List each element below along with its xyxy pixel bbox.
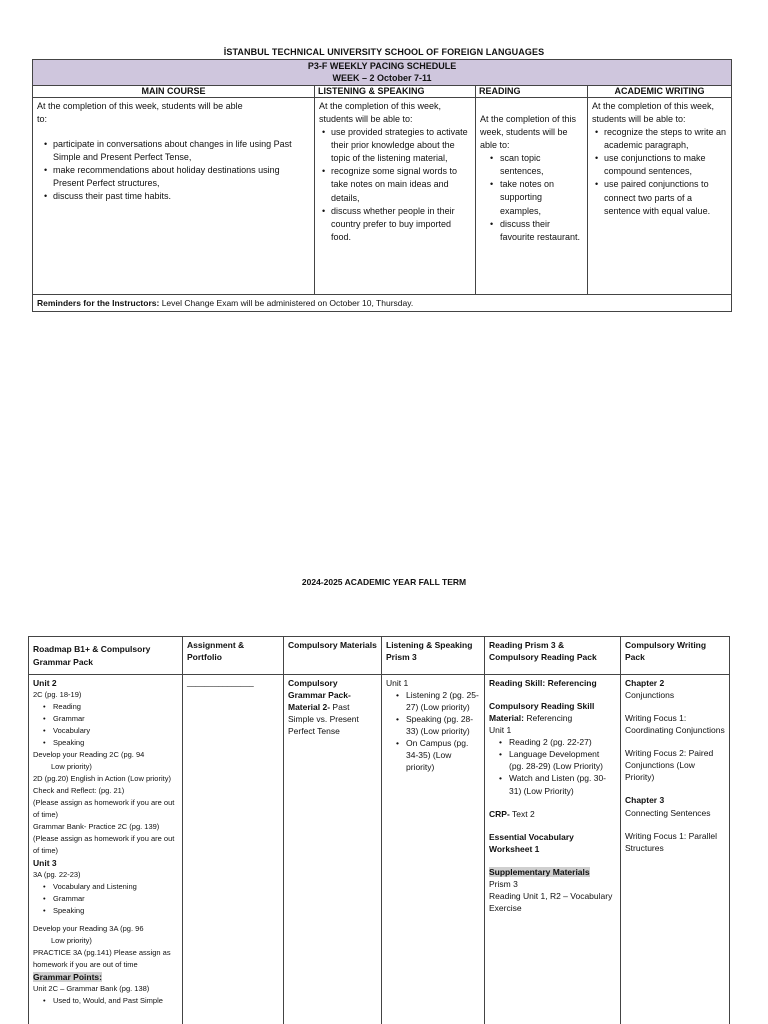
col-header-assignment: Assignment & Portfolio <box>183 637 284 675</box>
roadmap-line: Check and Reflect: (pg. 21) <box>33 786 125 796</box>
col-header-writing: Compulsory Writing Pack <box>621 637 730 675</box>
roadmap-line: Low priority) <box>51 762 92 772</box>
listening-speaking-cell <box>382 675 485 1024</box>
objective-item: • discuss whether people in their country prefer to buy imported food. <box>319 205 471 244</box>
writing-intro: At the completion of this week, students will be able to: <box>592 101 715 125</box>
list-item: • Language Development (pg. 28-29) (Low Priority) <box>489 748 616 772</box>
week-title: WEEK – 2 October 7-11 <box>332 72 432 83</box>
grammar-points-heading: Grammar Points: <box>33 972 102 983</box>
writing-cell-2 <box>621 675 730 1024</box>
writing-focus: Writing Focus 1: Parallel Structures <box>625 830 717 853</box>
roadmap-line: Low priority) <box>51 936 92 946</box>
objective-item: • participate in conversations about changes in life using Past Simple and Present Perfect Tense, <box>41 138 310 164</box>
objective-item: • recognize some signal words to take notes on main ideas and details, <box>319 165 471 204</box>
objective-item: • use provided strategies to activate their prior knowledge about the topic of the listening material, <box>319 126 471 165</box>
chapter-heading: Chapter 3 <box>625 795 665 806</box>
list-item: • Speaking (pg. 28-33) (Low priority) <box>386 713 480 737</box>
writing-cell <box>588 98 732 295</box>
objective-item: • recognize the steps to write an academic paragraph, <box>592 126 727 152</box>
objective-item: • take notes on supporting examples, <box>480 178 583 217</box>
list-item: • Listening 2 (pg. 25-27) (Low priority) <box>386 689 480 713</box>
roadmap-line: (Please assign as homework if you are out of time) <box>33 834 175 856</box>
weekly-pacing-table <box>32 59 732 312</box>
roadmap-line: Develop your Reading 2C (pg. 94 <box>33 750 145 760</box>
list-item: • On Campus (pg. 34-35) (Low priority) <box>386 737 480 773</box>
col-header-materials: Compulsory Materials <box>284 637 382 675</box>
reminders-row <box>33 295 732 312</box>
col-header-writing: ACADEMIC WRITING <box>588 86 732 98</box>
col-header-listening: LISTENING & SPEAKING <box>315 86 476 98</box>
col-header-roadmap: Roadmap B1+ & Compulsory Grammar Pack <box>29 637 183 675</box>
crs-label: Compulsory Reading Skill Material: <box>489 701 595 724</box>
supplementary-line: Prism 3 <box>489 878 518 889</box>
reading-cell <box>476 98 588 295</box>
roadmap-line: Grammar Bank- Practice 2C (pg. 139) <box>33 822 160 832</box>
main-course-cell <box>33 98 315 295</box>
list-item: • Reading <box>33 701 178 713</box>
schedule-title: P3-F WEEKLY PACING SCHEDULE <box>307 61 457 71</box>
main-course-intro: At the completion of this week, students will be able to: <box>37 101 243 125</box>
col-header-main-course: MAIN COURSE <box>33 86 315 98</box>
materials-topic: Past Simple vs. Present Perfect Tense <box>288 702 359 737</box>
list-item: • Vocabulary <box>33 725 178 737</box>
reading-skill: Reading Skill: Referencing <box>489 678 597 688</box>
objective-item: • use paired conjunctions to connect two parts of a sentence with equal value. <box>592 178 727 217</box>
roadmap-line: (Please assign as homework if you are out of time) <box>33 798 175 820</box>
chapter-topic: Conjunctions <box>625 690 675 701</box>
listening-intro: At the completion of this week, students will be able to: <box>319 101 442 125</box>
crp-text: Text 2 <box>512 808 535 819</box>
reminder-label: Reminders for the Instructors: <box>37 298 160 309</box>
list-item: • Speaking <box>33 905 178 917</box>
list-item: • Used to, Would, and Past Simple <box>33 995 178 1007</box>
materials-title: Compulsory Grammar Pack- Material 2- <box>288 678 351 713</box>
roadmap-line: 2D (pg.20) English in Action (Low priority) <box>33 774 171 784</box>
writing-focus: Writing Focus 1: Coordinating Conjunctions <box>625 713 725 736</box>
schedule-banner <box>33 60 732 86</box>
col-header-listening-speaking: Listening & Speaking Prism 3 <box>382 637 485 675</box>
roadmap-line: Unit 2C – Grammar Bank (pg. 138) <box>33 984 150 994</box>
list-item: • Grammar <box>33 893 178 905</box>
unit-line: 3A (pg. 22-23) <box>33 870 81 880</box>
chapter-heading: Chapter 2 <box>625 678 665 688</box>
col-header-reading: READING <box>476 86 588 98</box>
listening-cell <box>315 98 476 295</box>
unit-heading: Unit 2 <box>33 678 57 688</box>
roadmap-cell <box>29 675 183 1024</box>
list-item: • Reading 2 (pg. 22-27) <box>489 736 616 748</box>
objective-item: • discuss their past time habits. <box>41 190 310 203</box>
supplementary-line: Reading Unit 1, R2 – Vocabulary Exercise <box>489 890 613 913</box>
roadmap-line: PRACTICE 3A (pg.141) Please assign as homework if you are out of time <box>33 948 171 970</box>
objective-item: • make recommendations about holiday destinations using Present Perfect structures, <box>41 164 310 190</box>
unit-line: 2C (pg. 18-19) <box>33 690 82 700</box>
materials-cell <box>284 675 382 1024</box>
unit-heading: Unit 1 <box>489 725 512 736</box>
supplementary-heading: Supplementary Materials <box>489 866 590 877</box>
writing-focus: Writing Focus 2: Paired Conjunctions (Low Priority) <box>625 748 714 783</box>
vocabulary-worksheet: Essential Vocabulary Worksheet 1 <box>489 831 574 854</box>
term-plan-table <box>28 636 730 1024</box>
crs-topic: Referencing <box>526 713 573 724</box>
reading-intro: At the completion of this week, students will be able to: <box>480 114 577 151</box>
chapter-topic: Connecting Sentences <box>625 807 711 818</box>
objective-item: • discuss their favourite restaurant. <box>480 218 583 244</box>
crp-label: CRP- <box>489 808 510 819</box>
term-title: 2024-2025 ACADEMIC YEAR FALL TERM <box>301 577 467 587</box>
list-item: • Watch and Listen (pg. 30-31) (Low Priority) <box>489 772 616 796</box>
school-title: İSTANBUL TECHNICAL UNIVERSITY SCHOOL OF FOREIGN LANGUAGES <box>223 47 545 57</box>
reminder-text: Level Change Exam will be administered on October 10, Thursday. <box>161 298 414 309</box>
unit-heading: Unit 3 <box>33 858 57 869</box>
assignment-cell <box>183 675 284 1024</box>
objective-item: • use conjunctions to make compound sentences, <box>592 152 727 178</box>
list-item: • Vocabulary and Listening <box>33 881 178 893</box>
assignment-blank: _______________ <box>187 678 254 687</box>
unit-heading: Unit 1 <box>386 678 409 688</box>
list-item: • Speaking <box>33 737 178 749</box>
col-header-reading: Reading Prism 3 & Compulsory Reading Pack <box>485 637 621 675</box>
objective-item: • scan topic sentences, <box>480 152 583 178</box>
reading-cell-2 <box>485 675 621 1024</box>
list-item: • Grammar <box>33 713 178 725</box>
roadmap-line: Develop your Reading 3A (pg. 96 <box>33 924 144 934</box>
